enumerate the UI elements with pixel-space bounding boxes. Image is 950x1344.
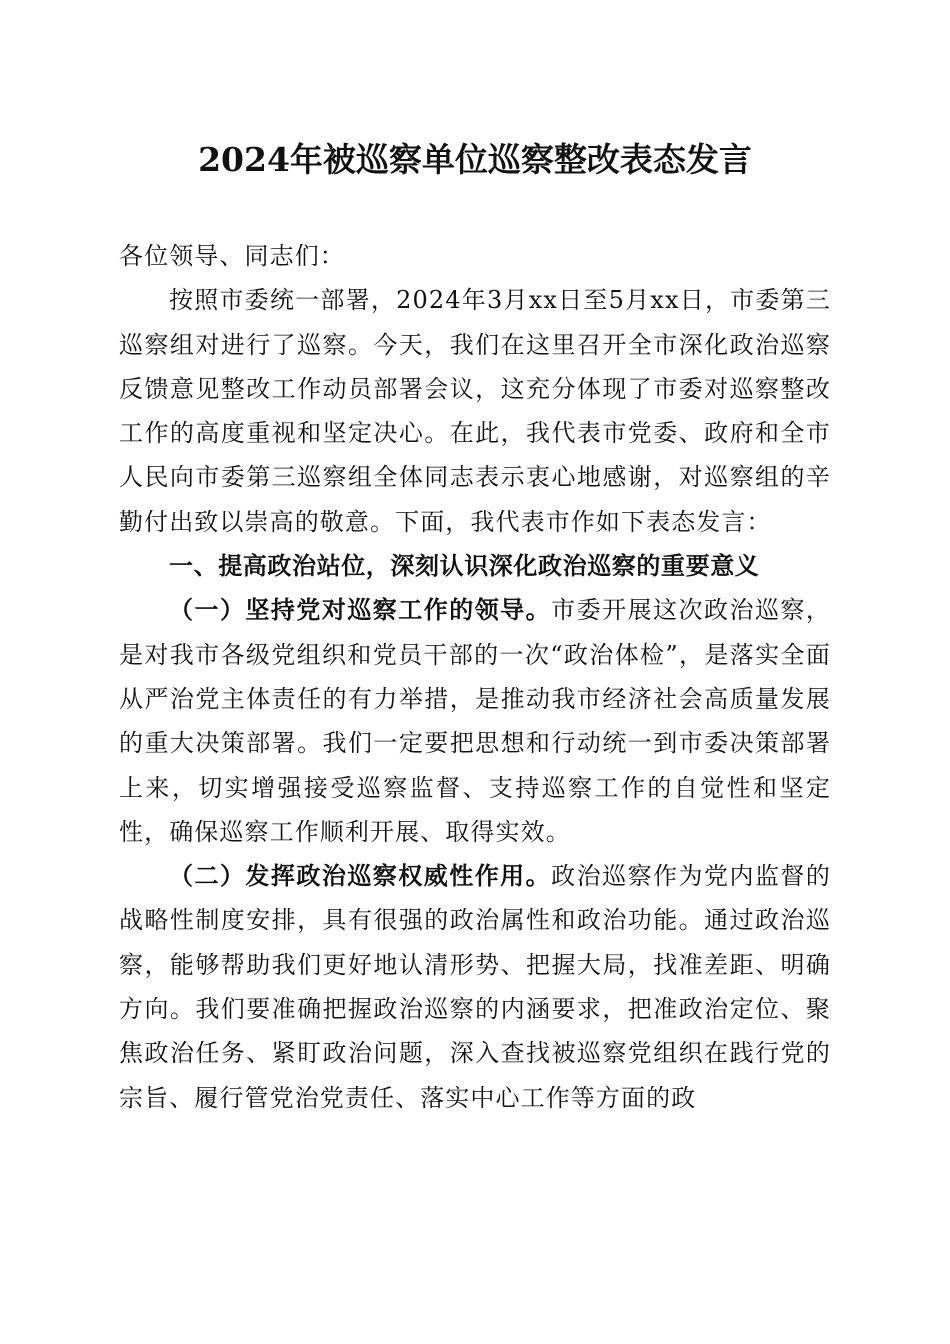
document-body [119,234,831,1120]
item-1-lead: （一）坚持党对巡察工作的领导。 [169,595,552,625]
item-1-text: 市委开展这次政治巡察，是对我市各级党组织和党员干部的一次“政治体检”，是落实全面从严治党主体责任的有力举措，是推动我市经济社会高质量发展的重大决策部署。我们一定要把思想和行动统一到市委决策部署上来，切实增强接受巡察监督、支持巡察工作的自觉性和坚定性，确保巡察工作顺利开展、取得实效。 [119,596,831,846]
intro-paragraph: 按照市委统一部署，2024年3月xx日至5月xx日，市委第三巡察组对进行了巡察。今天，我们在这里召开全市深化政治巡察反馈意见整改工作动员部署会议，这充分体现了市委对巡察整改工作的高度重视和坚定决心。在此，我代表市党委、政府和全市人民向市委第三巡察组全体同志表示衷心地感谢，对巡察组的辛勤付出致以崇高的敬意。下面，我代表市作如下表态发言： [119,286,831,536]
paragraph-item-2 [119,854,831,1120]
salutation: 各位领导、同志们： [119,242,345,270]
paragraph-item-1 [119,588,831,854]
section-heading: 一、提高政治站位，深刻认识深化政治巡察的重要意义 [169,552,760,581]
item-2-lead: （二）发挥政治巡察权威性作用。 [169,861,552,891]
item-2-text: 政治巡察作为党内监督的战略性制度安排，具有很强的政治属性和政治功能。通过政治巡察，能够帮助我们更好地认清形势、把握大局，找准差距、明确方向。我们要准确把握政治巡察的内涵要求，把准政治定位、聚焦政治任务、紧盯政治问题，深入查找被巡察党组织在践行党的宗旨、履行管党治党责任、落实中心工作等方面的政 [119,862,831,1112]
document-title: 2024年被巡察单位巡察整改表态发言 [198,140,752,179]
